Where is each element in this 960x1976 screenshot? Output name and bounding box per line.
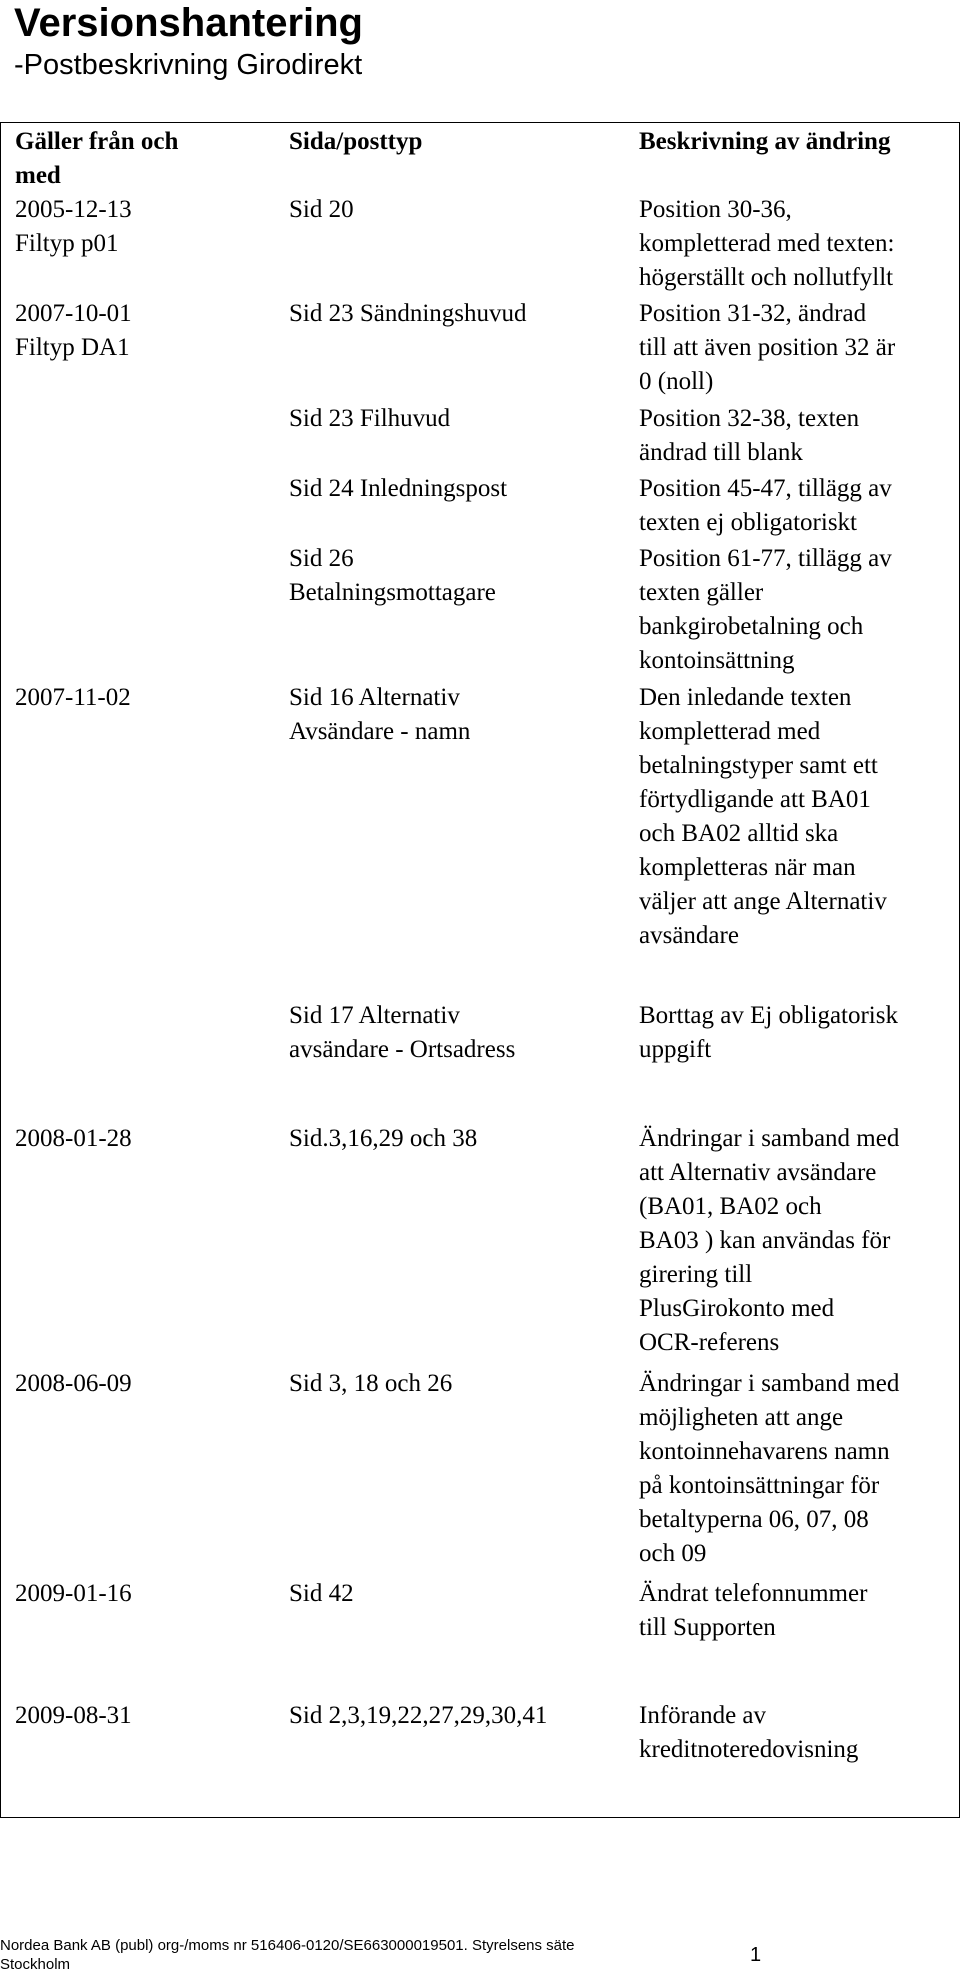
row-description: Ändrat telefonnummer till Supporten xyxy=(639,1580,868,1641)
row-description: Position 45-47, tillägg av texten ej obligatoriskt xyxy=(639,475,892,536)
row-page-posttype: Sid 20 xyxy=(289,196,354,223)
row-description: Position 31-32, ändrad till att även position 32 är 0 (noll) xyxy=(639,300,896,395)
row-valid-from: 2007-10-01 Filtyp DA1 xyxy=(15,300,132,361)
row-page-posttype: Sid 26 Betalningsmottagare xyxy=(289,545,496,606)
row-description: Den inledande texten kompletterad med betalningstyper samt ett förtydligande att BA01 och BA02 alltid ska kompletteras när man väljer att ange Alternativ avsändare xyxy=(639,684,887,949)
row-page-posttype: Sid 24 Inledningspost xyxy=(289,475,508,502)
row-page-posttype: Sid 23 Filhuvud xyxy=(289,405,451,432)
row-page-posttype: Sid 23 Sändningshuvud xyxy=(289,300,527,327)
row-page-posttype: Sid 17 Alternativ avsändare - Ortsadress xyxy=(289,1002,516,1063)
row-description: Position 30-36, kompletterad med texten: högerställt och nollutfyllt xyxy=(639,196,895,291)
row-page-posttype: Sid 42 xyxy=(289,1580,354,1607)
row-valid-from: 2008-06-09 xyxy=(15,1370,132,1397)
row-description: Position 61-77, tillägg av texten gäller bankgirobetalning och kontoinsättning xyxy=(639,545,892,674)
page-number: 1 xyxy=(750,1944,762,1966)
document-title: Versionshantering xyxy=(14,1,363,45)
document-subtitle: -Postbeskrivning Girodirekt xyxy=(14,49,363,81)
row-valid-from: 2009-08-31 xyxy=(15,1702,132,1729)
row-valid-from: 2008-01-28 xyxy=(15,1125,132,1152)
row-valid-from: 2005-12-13 Filtyp p01 xyxy=(15,196,132,257)
row-page-posttype: Sid 3, 18 och 26 xyxy=(289,1370,453,1397)
row-valid-from: 2009-01-16 xyxy=(15,1580,132,1607)
header-page-posttype: Sida/posttyp xyxy=(289,128,423,155)
row-description: Position 32-38, texten ändrad till blank xyxy=(639,405,860,466)
row-description: Införande av kreditnoteredovisning xyxy=(639,1702,859,1763)
header-change-description: Beskrivning av ändring xyxy=(639,128,891,155)
row-description: Ändringar i samband med möjligheten att ange kontoinnehavarens namn på kontoinsättningar för betaltyperna 06, 07, 08 och 09 xyxy=(639,1370,900,1567)
row-page-posttype: Sid.3,16,29 och 38 xyxy=(289,1125,478,1152)
row-description: Borttag av Ej obligatorisk uppgift xyxy=(639,1002,898,1063)
row-valid-from: 2007-11-02 xyxy=(15,684,131,711)
version-table xyxy=(0,122,960,1818)
row-description: Ändringar i samband med att Alternativ avsändare (BA01, BA02 och BA03 ) kan användas för girering till PlusGirokonto med OCR-referens xyxy=(639,1125,900,1356)
row-page-posttype: Sid 16 Alternativ Avsändare - namn xyxy=(289,684,471,745)
row-page-posttype: Sid 2,3,19,22,27,29,30,41 xyxy=(289,1702,548,1729)
header-valid-from: Gäller från och med xyxy=(15,128,179,189)
footer-company-info: Nordea Bank AB (publ) org-/moms nr 516406-0120/SE663000019501. Styrelsens säte Stockholm xyxy=(0,1937,575,1973)
